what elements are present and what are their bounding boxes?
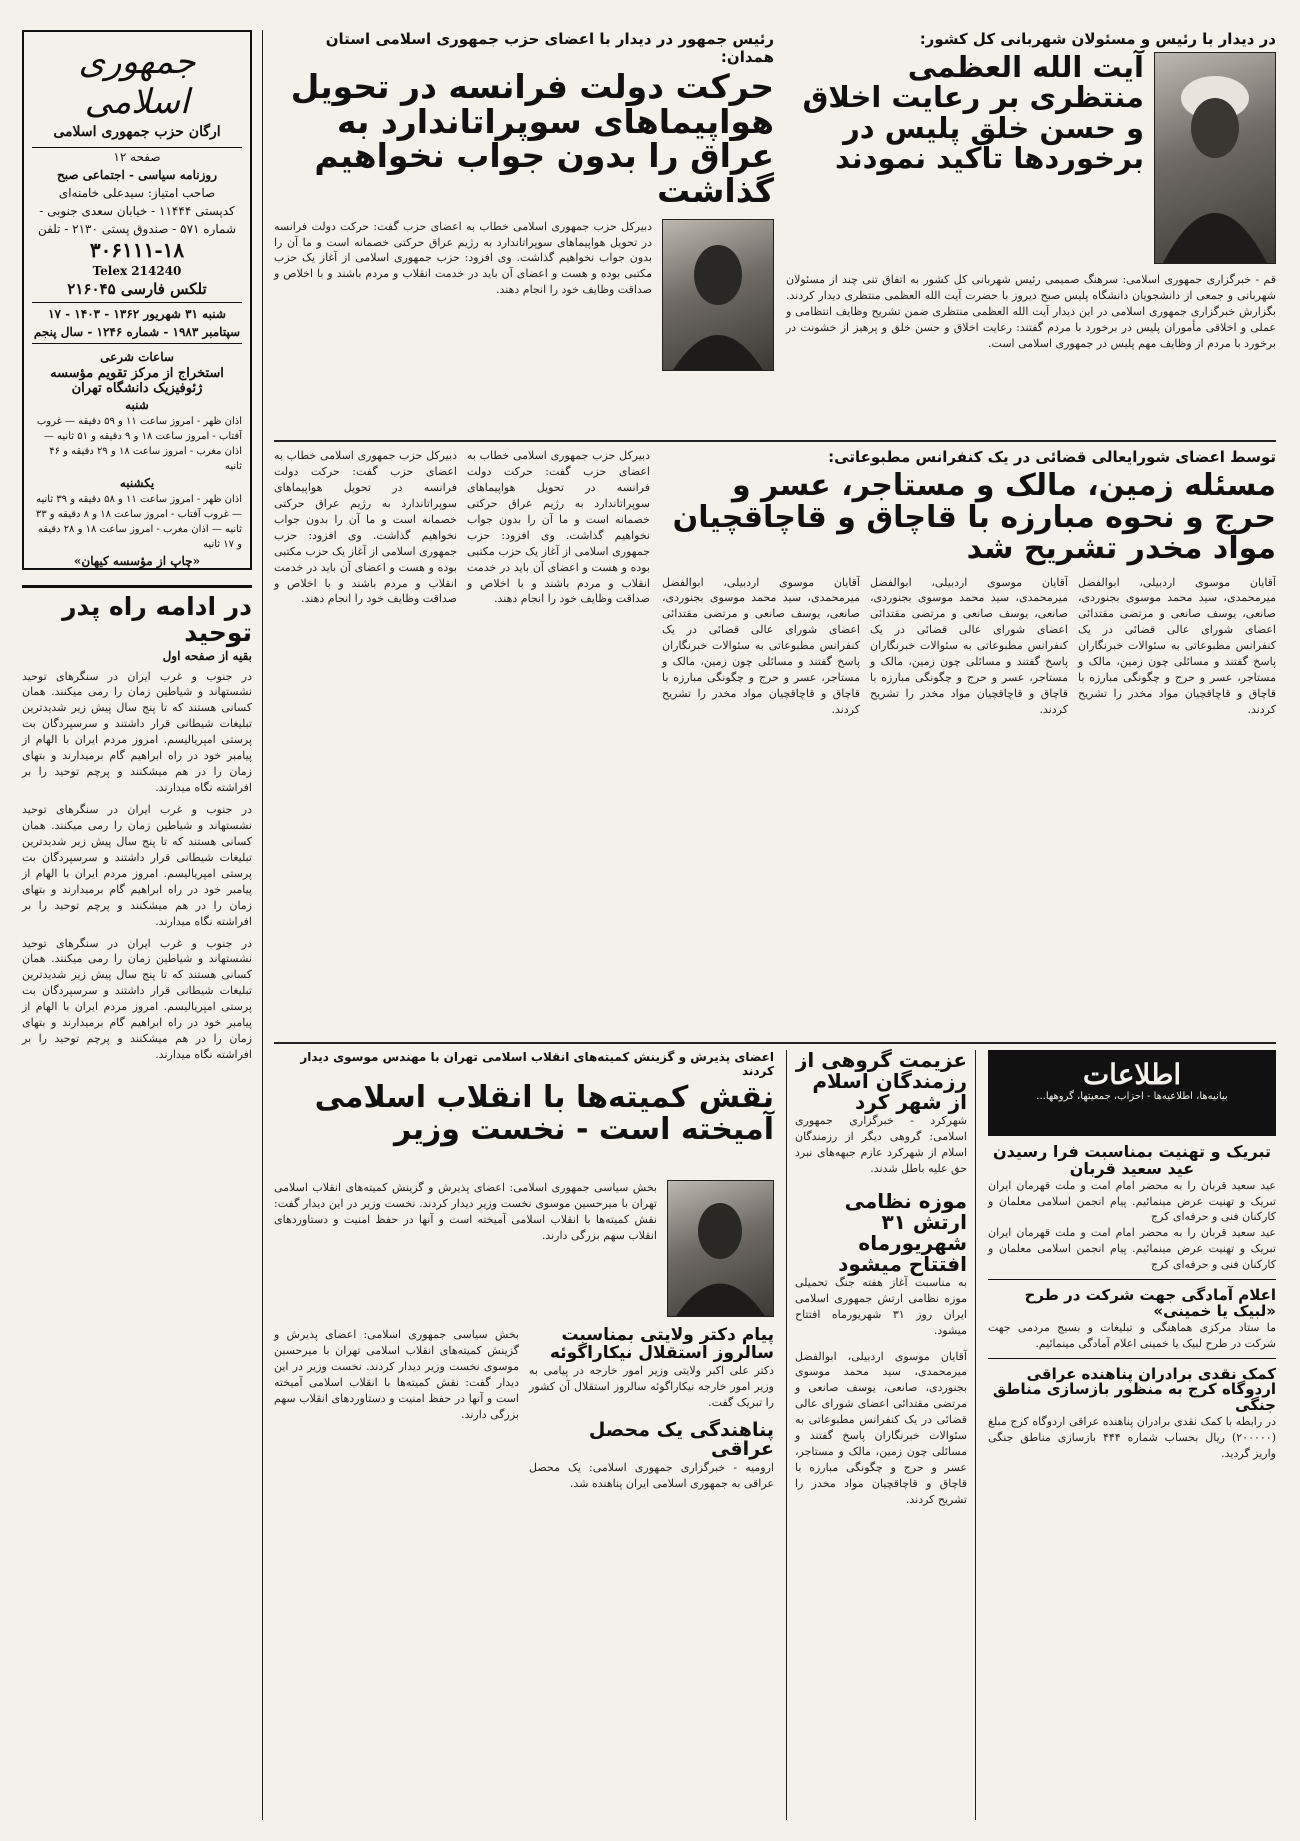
refugee-body: ارومیه - خبرگزاری جمهوری اسلامی: یک محصل عراقی به جمهوری اسلامی ایران پناهنده شد. — [529, 1461, 774, 1491]
committees-columns — [274, 1180, 774, 1820]
khamenei-body-cont: دبیرکل حزب جمهوری اسلامی خطاب به اعضای حزب گفت: حرکت دولت فرانسه در تحویل هواپیماهای سوپراتاندارد به رژیم عراق حرکتی خصمانه است و ما آن را بدون جواب نخواهیم گذاشت. وی افزود: حزب جمهوری اسلامی از آغاز یک حزب مکتبی بوده و هست و اعضای آن باید در خدمت انقلاب و مردم باشند و با اخلاص و صداقت وظایف خود را انجام دهند. — [274, 449, 457, 606]
aid-body: در رابطه با کمک نقدی برادران پناهنده عراقی اردوگاه کرج مبلغ (۲۰۰۰۰۰) ریال بحساب شماره ۴۴۴ بازسازی مناطق جنگی واریز گردید. — [988, 1414, 1276, 1460]
khamenei-story — [274, 30, 774, 435]
readiness-ad — [988, 1288, 1276, 1358]
sharia-source: استخراج از مرکز تقویم مؤسسه ژئوفیزیک دانشگاه تهران — [50, 366, 224, 396]
salvador-body: دکتر علی اکبر ولایتی وزیر امور خارجه در پیامی به وزیر امور خارجه نیکاراگوئه سالروز استقلال آن کشور را تبریک گفت. — [529, 1363, 774, 1409]
paper-type: روزنامه سیاسی - اجتماعی صبح — [56, 168, 217, 182]
masthead-title: جمهوری اسلامی — [78, 42, 196, 122]
land-kicker: توسط اعضای شورایعالی قضائی در یک کنفرانس مطبوعاتی: — [828, 448, 1276, 466]
masthead-subtitle: ارگان حزب جمهوری اسلامی — [32, 122, 242, 148]
montazeri-body: قم - خبرگزاری جمهوری اسلامی: سرهنگ صمیمی رئیس شهربانی کل کشور به اتفاق تنی چند از مسئولان شهربانی و جمعی از دانشجویان دانشگاه پلیس صبح دیروز با حضرت آیت الله العظمی منتظری دیدار کردند. بگزارش خبرگزاری جمهوری اسلامی در این دیدار آیت الله العظمی منتظری ضمن تشریح وظایف انتظامی و عملی و اخلاقی مأموران پلیس در برخورد با مردم گفتند: رعایت اخلاق و حسن خلق و پرهیز از خشونت در برخورد با مردم از وظایف مهم پلیس در جمهوری اسلامی است. — [786, 273, 1276, 350]
montazeri-photo — [1154, 52, 1276, 264]
khamenei-photo — [662, 219, 774, 371]
eid-ad — [988, 1144, 1276, 1280]
ad-banner — [988, 1050, 1276, 1136]
committees-body: بخش سیاسی جمهوری اسلامی: اعضای پذیرش و گزینش کمیته‌های انقلاب اسلامی تهران با میرحسین موسوی نخست وزیر دیدار کردند. نخست وزیر در این دیدار گفت: نقش کمیته‌ها با انقلاب اسلامی آمیخته است و آنها در حفظ امنیت و دستاوردهای انقلاب سهم بزرگی دارند. — [274, 1181, 657, 1242]
tawhid-body: در جنوب و غرب ایران در سنگرهای توحید نشستهاند و شیاطین زمان را رمی میکنند. همان کسانی هستند که تا پنج سال پیش زیر شدیدترین تبلیغات شیطانی قرار داشتند و سرسپردگان بت پرستی امپریالیسم. امروز مردم ایران با الهام از پیامبر خود در راه ابراهیم گام برمیدارند و بتهای زمان را در هم میشکنند و پرچم توحید را بر افراشته نگاه میدارند. — [22, 669, 252, 795]
land-body: آقایان موسوی اردبیلی، ابوالفضل میرمحمدی، سید محمد موسوی بجنوردی، صانعی، یوسف صانعی و مرتضی مقتدائی اعضای شورای عالی قضائی در یک کنفرانس مطبوعاتی به سئوالات خبرنگاران پاسخ گفتند و مسائلی چون زمین، مالک و مستاجر، عسر و حرج و چگونگی مبارزه با قاچاق و قاچاقچیان مواد مخدر را تشریح کردند. — [662, 575, 860, 716]
army-column — [786, 1050, 976, 1820]
museum-headline: موزه نظامی ارتش ۳۱ شهریورماه افتتاح میشود — [838, 1188, 967, 1276]
committees-headline: نقش کمیته‌ها با انقلاب اسلامی آمیخته است - نخست وزیر — [314, 1080, 774, 1147]
sunday-label: یکشنبه — [119, 476, 155, 490]
readiness-headline: اعلام آمادگی جهت شرکت در طرح «لبیک یا خمینی» — [1024, 1286, 1276, 1320]
printer-credit: «چاپ از مؤسسه کیهان» — [73, 554, 201, 568]
committees-body-cont: بخش سیاسی جمهوری اسلامی: اعضای پذیرش و گزینش کمیته‌های انقلاب اسلامی تهران با میرحسین موسوی نخست وزیر دیدار کردند. نخست وزیر در این دیدار گفت: نقش کمیته‌ها با انقلاب اسلامی آمیخته است و آنها در حفظ امنیت و دستاوردهای انقلاب سهم بزرگی دارند. — [274, 1328, 519, 1421]
ad-banner-logo: اطلاعات — [1082, 1058, 1182, 1091]
ads-column — [988, 1050, 1276, 1820]
readiness-body: ما ستاد مرکزی هماهنگی و تبلیغات و بسیج مردمی جهت شرکت در طرح لبیک یا خمینی اعلام آمادگی مینمائیم. — [988, 1320, 1276, 1350]
khamenei-kicker: رئیس جمهور در دیدار با اعضای حزب جمهوری اسلامی استان همدان: — [325, 30, 774, 66]
eid-body: عید سعید قربان را به محضر امام امت و ملت قهرمان ایران تبریک و تهنیت عرض مینمائیم. پیام انجمن اسلامی معلمان و کارکنان فنی و حرفه‌ای کرج — [988, 1178, 1276, 1224]
portrait-silhouette-icon — [663, 220, 773, 370]
horizontal-rule — [274, 1042, 1276, 1044]
tawhid-sub: بقیه از صفحه اول — [162, 648, 252, 663]
sunday-times: اذان ظهر - امروز ساعت ۱۱ و ۵۸ دقیقه و ۳۹ ثانیه — غروب آفتاب - امروز ساعت ۱۸ و ۸ دقیقه و ۳۳ ثانیه — اذان مغرب - امروز ساعت ۱۸ و ۲۸ دقیقه و ۱۷ ثانیه — [35, 494, 242, 550]
page-number: صفحه ۱۲ — [113, 150, 161, 164]
issue-date: شنبه ۳۱ شهریور ۱۳۶۲ - ۱۴۰۳ - ۱۷ سپتامبر ۱۹۸۳ - شماره ۱۲۴۶ - سال پنجم — [32, 302, 242, 344]
tawhid-body-cont2: در جنوب و غرب ایران در سنگرهای توحید نشستهاند و شیاطین زمان را رمی میکنند. همان کسانی هستند که تا پنج سال پیش زیر شدیدترین تبلیغات شیطانی قرار داشتند و سرسپردگان بت پرستی امپریالیسم. امروز مردم ایران با الهام از پیامبر خود در راه ابراهیم گام برمیدارند و بتهای زمان را در هم میشکنند و پرچم توحید را بر افراشته نگاه میدارند. — [22, 936, 252, 1062]
army-headline: عزیمت گروهی از رزمندگان اسلام از شهر کرد — [795, 1048, 967, 1114]
land-headline: مسئله زمین، مالک و مستاجر، عسر و حرج و نحوه مبارزه با قاچاق و قاچاقچیان مواد مخدر تشریح شد — [672, 468, 1276, 566]
aid-headline: کمک نقدی برادران پناهنده عراقی اردوگاه کرج به منظور بازسازی مناطق جنگی — [992, 1364, 1276, 1415]
portrait-silhouette-icon — [668, 1181, 773, 1316]
masthead-box — [22, 30, 252, 570]
land-body-cont2: آقایان موسوی اردبیلی، ابوالفضل میرمحمدی، سید محمد موسوی بجنوردی، صانعی، یوسف صانعی و مرتضی مقتدائی اعضای شورای عالی قضائی در یک کنفرانس مطبوعاتی به سئوالات خبرنگاران پاسخ گفتند و مسائلی چون زمین، مالک و مستاجر، عسر و حرج و چگونگی مبارزه با قاچاق و قاچاقچیان مواد مخدر را تشریح کردند. — [1078, 575, 1276, 716]
khamenei-body-cont2: دبیرکل حزب جمهوری اسلامی خطاب به اعضای حزب گفت: حرکت دولت فرانسه در تحویل هواپیماهای سوپراتاندارد به رژیم عراق حرکتی خصمانه است و ما آن را بدون جواب نخواهیم گذاشت. وی افزود: حزب جمهوری اسلامی از آغاز یک حزب مکتبی بوده و هست و اعضای آن باید در خدمت انقلاب و مردم باشند و با اخلاص و صداقت وظایف خود را انجام دهند. — [467, 449, 650, 606]
montazeri-kicker: در دیدار با رئیس و مسئولان شهربانی کل کشور: — [919, 30, 1276, 48]
khamenei-body: دبیرکل حزب جمهوری اسلامی خطاب به اعضای حزب گفت: حرکت دولت فرانسه در تحویل هواپیماهای سوپراتاندارد به رژیم عراق حرکتی خصمانه است و ما آن را بدون جواب نخواهیم گذاشت. وی افزود: حزب جمهوری اسلامی از آغاز یک حزب مکتبی بوده و هست و اعضای آن باید در خدمت انقلاب و مردم باشند و با اخلاص و صداقت وظایف خود را انجام دهند. — [274, 219, 652, 297]
salvador-story — [529, 1327, 774, 1492]
paper-telex-fa: تلکس فارسی ۲۱۶۰۴۵ — [67, 280, 207, 298]
committees-story — [274, 1050, 774, 1170]
eid-body-cont: عید سعید قربان را به محضر امام امت و ملت قهرمان ایران تبریک و تهنیت عرض مینمائیم. پیام انجمن اسلامی معلمان و کارکنان فنی و حرفه‌ای کرج — [988, 1226, 1276, 1272]
paper-owner: صاحب امتیاز: سیدعلی خامنه‌ای — [58, 186, 216, 200]
paper-address: کدپستی ۱۱۴۴۴ - خیابان سعدی جنوبی - شماره ۵۷۱ - صندوق پستی ۲۱۳۰ - تلفن — [37, 204, 237, 236]
land-story — [662, 448, 1276, 1038]
tawhid-headline: در ادامه راه پدر توحید — [62, 592, 252, 648]
horizontal-rule — [274, 440, 1276, 442]
army-body: شهرکرد - خبرگزاری جمهوری اسلامی: گروهی دیگر از رزمندگان اسلام از شهرکرد عازم جبهه‌های نبرد حق علیه باطل شدند. — [795, 1114, 967, 1175]
tawhid-body-cont: در جنوب و غرب ایران در سنگرهای توحید نشستهاند و شیاطین زمان را رمی میکنند. همان کسانی هستند که تا پنج سال پیش زیر شدیدترین تبلیغات شیطانی قرار داشتند و سرسپردگان بت پرستی امپریالیسم. امروز مردم ایران با الهام از پیامبر خود در راه ابراهیم گام برمیدارند و بتهای زمان را در هم میشکنند و پرچم توحید را بر افراشته نگاه میدارند. — [22, 803, 252, 928]
paper-telex: Telex 214240 — [92, 264, 182, 278]
column-rule — [262, 30, 263, 1820]
committees-kicker: اعضای پذیرش و گزینش کمیته‌های انقلاب اسلامی تهران با مهندس موسوی دیدار کردند — [300, 1050, 774, 1078]
aid-ad — [988, 1364, 1276, 1462]
ad-banner-caption: بیانیه‌ها، اطلاعیه‌ها - احزاب، جمعیتها، گروهها... — [1036, 1091, 1228, 1102]
sharia-title: ساعات شرعی — [100, 350, 174, 364]
khamenei-continuation — [274, 448, 650, 1038]
newspaper-page — [22, 30, 1276, 1820]
musavi-photo — [667, 1180, 774, 1317]
paper-phone: ۳۰۶۱۱۱-۱۸ — [89, 238, 185, 262]
saturday-times: اذان ظهر - امروز ساعت ۱۱ و ۵۹ دقیقه — غروب آفتاب - امروز ساعت ۱۸ و ۹ دقیقه و ۵۱ ثانیه — اذان مغرب - امروز ساعت ۱۸ و ۲۹ دقیقه و ۴۶ ثانیه — [36, 416, 242, 472]
eid-headline: تبریک و تهنیت بمناسبت فرا رسیدن عید سعید قربان — [992, 1142, 1271, 1178]
land-body-cont: آقایان موسوی اردبیلی، ابوالفضل میرمحمدی، سید محمد موسوی بجنوردی، صانعی، یوسف صانعی و مرتضی مقتدائی اعضای شورای عالی قضائی در یک کنفرانس مطبوعاتی به سئوالات خبرنگاران پاسخ گفتند و مسائلی چون زمین، مالک و مستاجر، عسر و حرج و چگونگی مبارزه با قاچاق و قاچاقچیان مواد مخدر را تشریح کردند. — [870, 575, 1068, 716]
portrait-silhouette-icon — [1155, 53, 1275, 263]
land-body-tail: آقایان موسوی اردبیلی، ابوالفضل میرمحمدی، سید محمد موسوی بجنوردی، صانعی، یوسف صانعی و مرتضی مقتدائی اعضای شورای عالی قضائی در یک کنفرانس مطبوعاتی به سئوالات خبرنگاران پاسخ گفتند و مسائلی چون زمین، مالک و مستاجر، عسر و حرج و چگونگی مبارزه با قاچاق و قاچاقچیان مواد مخدر را تشریح کردند. — [795, 1349, 967, 1506]
salvador-headline: پیام دکتر ولایتی بمناسبت سالروز استقلال نیکاراگوئه — [549, 1325, 774, 1363]
montazeri-headline: آیت الله العظمی منتظری بر رعایت اخلاق و حسن خلق پلیس در برخوردها تاکید نمودند — [802, 50, 1144, 176]
tawhid-story — [22, 585, 252, 1820]
montazeri-story — [786, 30, 1276, 435]
saturday-label: شنبه — [125, 398, 149, 412]
refugee-headline: پناهندگی یک محصل عراقی — [588, 1418, 774, 1461]
khamenei-headline: حرکت دولت فرانسه در تحویل هواپیماهای سوپراتاندارد به عراق را بدون جواب نخواهیم گذاشت — [290, 67, 774, 210]
museum-body: به مناسبت آغاز هفته جنگ تحمیلی موزه نظامی ارتش جمهوری اسلامی ایران روز ۳۱ شهریورماه افتتاح میشود. — [795, 1275, 967, 1337]
